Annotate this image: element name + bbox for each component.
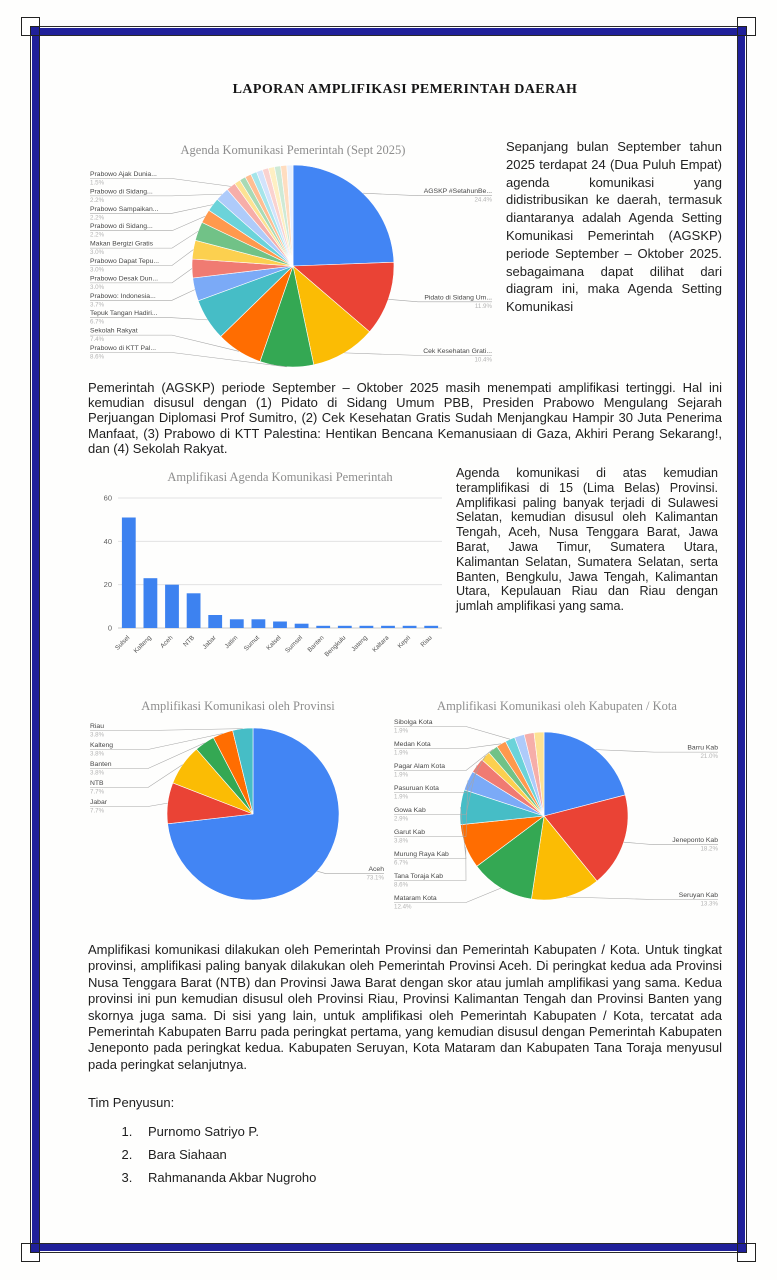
svg-text:10.4%: 10.4% [474,356,492,364]
svg-text:Prabowo Desak Dun...: Prabowo Desak Dun... [90,275,159,283]
svg-text:Prabowo di Sidang...: Prabowo di Sidang... [90,188,153,196]
svg-text:Banten: Banten [90,761,112,769]
svg-text:2.9%: 2.9% [394,815,409,823]
svg-text:Gowa Kab: Gowa Kab [394,807,426,815]
svg-text:Prabowo Sampaikan...: Prabowo Sampaikan... [90,205,159,213]
svg-text:2.2%: 2.2% [90,196,105,204]
bar-side-text: Agenda komunikasi di atas kemudian teramplifikasi di 15 (Lima Belas) Provinsi. Amplifikasi paling banyak terjadi di Sulawesi Selatan, kemudian disusul oleh Kalimantan Tengah, Aceh, Nusa Tenggara Barat, Jawa Barat, Jawa Timur, Sumatera Utara, Kalimantan Selatan, Sumatera Selatan, serta Banten, Bengkulu, Jawa Tengah, Kalimantan Utara, Kepulauan Riau dan Riau dengan jumlah amplifikasi yang sama. [456,466,718,614]
svg-text:Sekolah Rakyat: Sekolah Rakyat [90,327,138,335]
svg-text:Prabowo di KTT Pal...: Prabowo di KTT Pal... [90,345,156,352]
svg-text:Prabowo Dapat Tepu...: Prabowo Dapat Tepu... [90,258,160,265]
svg-text:20: 20 [103,580,112,590]
svg-text:7.7%: 7.7% [90,807,105,815]
svg-text:1.9%: 1.9% [394,793,409,801]
paragraph-amplifikasi-daerah: Amplifikasi komunikasi dilakukan oleh Pemerintah Provinsi dan Pemerintah Kabupaten / Kota. Untuk tingkat provinsi, amplifikasi paling banyak dilakukan oleh Pemerintah Provinsi Aceh. Di peringkat kedua ada Provinsi Nusa Tenggara Barat (NTB) dan Provinsi Jawa Barat dengan skor atau jumlah amplifikasi yang sama. Kedua provinsi ini pun kemudian disusul oleh Provinsi Riau, Provinsi Kalimantan Tengah dan Provinsi Banten yang skornya juga sama. Di sisi yang lain, untuk amplifikasi oleh Pemerintah Kabupaten / Kota, tercatat ada Pemerintah Kabupaten Barru pada peringkat pertama, yang kemudian disusul dengan Pemerintah Kabupaten Jeneponto pada peringkat kedua. Kabupaten Seruyan, Kota Mataram dan Kabupaten Tana Toraja menyusul pada peringkat selanjutnya. [88,942,722,1072]
svg-text:Aceh: Aceh [368,866,384,874]
svg-text:Amplifikasi Komunikasi oleh Pr: Amplifikasi Komunikasi oleh Provinsi [141,699,335,714]
svg-text:21.0%: 21.0% [700,753,718,761]
svg-text:Prabowo Ajak Dunia...: Prabowo Ajak Dunia... [90,171,157,178]
svg-text:40: 40 [103,536,112,546]
svg-text:Prabowo: Indonesia...: Prabowo: Indonesia... [90,292,156,300]
svg-text:Kepri: Kepri [396,634,413,650]
svg-text:Kalteng: Kalteng [132,634,153,655]
pie-chart-agenda-komunikasi [88,138,498,374]
svg-text:Kaltara: Kaltara [371,634,391,654]
svg-text:8.6%: 8.6% [394,881,409,889]
svg-text:Makan Bergizi Gratis: Makan Bergizi Gratis [90,240,154,248]
svg-text:Sumut: Sumut [242,634,261,653]
svg-text:Sumsel: Sumsel [284,634,305,655]
svg-text:1.9%: 1.9% [394,771,409,779]
section-pie-daerah [88,694,722,926]
section-agenda [88,138,722,374]
svg-text:6.7%: 6.7% [394,859,409,867]
page-title: LAPORAN AMPLIFIKASI PEMERINTAH DAERAH [232,82,578,97]
svg-text:2.2%: 2.2% [90,214,105,222]
svg-text:Prabowo di Sidang...: Prabowo di Sidang... [90,223,153,231]
svg-text:1.9%: 1.9% [394,727,409,735]
svg-text:2.2%: 2.2% [90,231,105,239]
svg-text:1.9%: 1.9% [394,749,409,757]
svg-text:Tana Toraja Kab: Tana Toraja Kab [394,873,443,881]
svg-text:1.5%: 1.5% [90,179,105,187]
svg-text:Sulsel: Sulsel [114,634,132,652]
team-heading: Tim Penyusun: [88,1095,175,1111]
svg-text:Medan Kota: Medan Kota [394,741,431,749]
svg-text:Mataram Kota: Mataram Kota [394,895,437,903]
svg-text:Jeneponto Kab: Jeneponto Kab [672,837,718,845]
svg-text:24.4%: 24.4% [474,196,492,204]
svg-text:Kalteng: Kalteng [90,742,114,750]
svg-text:3.0%: 3.0% [90,283,105,291]
svg-text:Amplifikasi Komunikasi oleh Ka: Amplifikasi Komunikasi oleh Kabupaten / Kota [437,699,677,714]
svg-text:8.6%: 8.6% [90,353,105,361]
svg-text:6.7%: 6.7% [90,318,105,326]
svg-text:60: 60 [103,493,112,503]
svg-text:3.7%: 3.7% [90,301,105,309]
border-corner-ornament [737,1243,756,1262]
intro-side-text: Sepanjang bulan September tahun 2025 terdapat 24 (Dua Puluh Empat) agenda komunikasi yang didistribusikan ke daerah, termasuk diantaranya adalah Agenda Setting Komunikasi Pemerintah (AGSKP) periode September – Oktober 2025. sebagaimana dapat dilihat dari diagram ini, maka Agenda Setting Komunikasi [506,139,722,315]
border-corner-ornament [21,1243,40,1262]
svg-text:NTB: NTB [182,634,197,649]
svg-text:7.7%: 7.7% [90,788,105,796]
svg-text:Jabar: Jabar [90,799,108,807]
svg-text:Barru Kab: Barru Kab [687,744,718,752]
paragraph-agskp: Pemerintah (AGSKP) periode September – Oktober 2025 masih menempati amplifikasi tertinggi. Hal ini kemudian disusul dengan (1) Pidato di Sidang Umum PBB, Presiden Prabowo Mengulang Sejarah Perjuangan Diplomasi Prof Sumitro, (2) Cek Kesehatan Gratis Sudah Menjangkau Hampir 30 Juta Penerima Manfaat, (3) Prabowo di KTT Palestina: Hentikan Bencana Kemanusiaan di Gaza, Akhiri Perang Sekarang!, dan (4) Sekolah Rakyat. [88,380,722,456]
svg-text:Seruyan Kab: Seruyan Kab [678,892,718,900]
svg-text:Pidato di Sidang Um...: Pidato di Sidang Um... [424,294,492,302]
svg-text:3.8%: 3.8% [394,837,409,845]
svg-text:Banten: Banten [306,634,326,654]
team-member: 3. Rahmananda Akbar Nugroho [136,1170,722,1185]
svg-text:Cek Kesehatan Grati...: Cek Kesehatan Grati... [423,347,492,355]
svg-text:Aceh: Aceh [159,634,175,650]
svg-text:Tepuk Tangan Hadiri...: Tepuk Tangan Hadiri... [90,310,158,318]
team-list [136,1124,722,1185]
svg-text:Jatim: Jatim [223,634,240,651]
svg-text:18.2%: 18.2% [700,845,718,853]
svg-text:Pasuruan Kota: Pasuruan Kota [394,785,439,793]
svg-text:Agenda Komunikasi Pemerintah (: Agenda Komunikasi Pemerintah (Sept 2025) [180,143,406,157]
svg-text:Amplifikasi Agenda Komunikasi: Amplifikasi Agenda Komunikasi Pemerintah [167,470,393,485]
svg-text:3.8%: 3.8% [90,750,105,758]
svg-text:AGSKP #SetahunBe...: AGSKP #SetahunBe... [423,188,492,196]
svg-text:Riau: Riau [90,723,104,731]
svg-text:Riau: Riau [419,634,434,649]
svg-text:13.3%: 13.3% [700,900,718,908]
svg-text:NTB: NTB [90,780,104,788]
svg-text:Jateng: Jateng [350,634,369,654]
border-corner-ornament [737,17,756,36]
pie-chart-provinsi [88,694,388,926]
team-member: 1. Purnomo Satriyo P. [136,1124,722,1139]
pie-chart-kabupaten-kota [392,694,722,926]
svg-text:3.8%: 3.8% [90,731,105,739]
section-amplifikasi-provinsi [88,466,722,672]
svg-text:Pagar Alam Kota: Pagar Alam Kota [394,763,446,771]
svg-text:3.0%: 3.0% [90,266,105,274]
svg-text:73.1%: 73.1% [366,874,384,882]
svg-text:7.4%: 7.4% [90,336,105,344]
svg-text:Kalsel: Kalsel [265,634,283,652]
svg-text:Jabar: Jabar [201,634,218,651]
svg-text:Garut Kab: Garut Kab [394,829,425,837]
svg-text:3.8%: 3.8% [90,769,105,777]
team-member: 2. Bara Siahaan [136,1147,722,1162]
document-content [88,82,722,1193]
svg-text:Murung Raya Kab: Murung Raya Kab [394,851,449,859]
border-corner-ornament [21,17,40,36]
svg-text:Sibolga Kota: Sibolga Kota [394,719,433,727]
svg-text:Bengkulu: Bengkulu [323,634,348,659]
svg-text:12.4%: 12.4% [394,903,412,911]
svg-text:11.9%: 11.9% [474,302,492,310]
svg-text:3.0%: 3.0% [90,249,105,257]
bar-chart-amplifikasi-agenda [88,466,448,672]
svg-text:0: 0 [107,623,112,633]
